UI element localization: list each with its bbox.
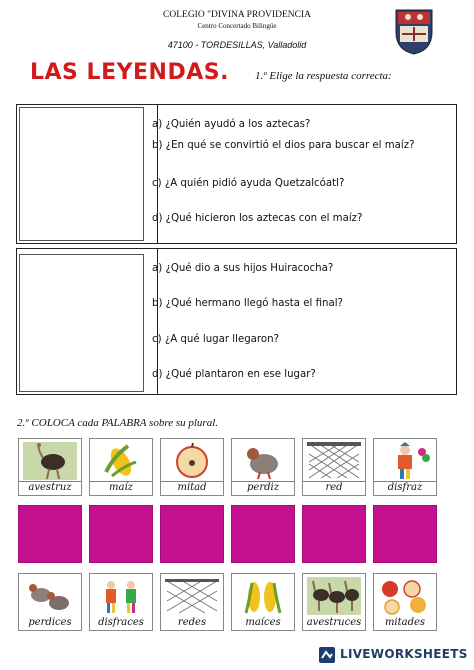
question-1d: d) ¿Qué hicieron los aztecas con el maíz?: [152, 213, 363, 224]
plural-card: [373, 573, 437, 631]
school-subtitle: Centro Concertado Bilingüe: [197, 22, 277, 30]
card-label: red: [303, 481, 365, 493]
singular-card[interactable]: [18, 438, 82, 496]
question-block-2: [16, 248, 457, 395]
costume-icon: [378, 442, 432, 480]
ostrich-icon: [23, 442, 77, 480]
school-address: 47100 - TORDESILLAS, Valladolid: [167, 40, 307, 50]
apple-half-icon: [378, 577, 432, 615]
plural-card: [231, 573, 295, 631]
card-label: redes: [177, 617, 207, 628]
plural-drop-slot[interactable]: [18, 505, 82, 563]
plural-drop-slot[interactable]: [89, 505, 153, 563]
exercise1-instruction: 1.º Elige la respuesta correcta:: [255, 70, 392, 82]
corn-icon: [94, 442, 148, 480]
card-label: maíces: [245, 617, 281, 628]
card-label: disfraz: [374, 481, 436, 493]
partridge-icon: [23, 577, 77, 615]
question-2a: a) ¿Qué dio a sus hijos Huiracocha?: [152, 263, 334, 274]
ostrich-icon: [307, 577, 361, 615]
liveworksheets-icon: [318, 646, 336, 664]
card-label: disfraces: [98, 617, 144, 628]
school-crest-icon: [392, 6, 436, 56]
plural-card: [18, 573, 82, 631]
liveworksheets-logo: [290, 644, 470, 666]
singular-card[interactable]: [89, 438, 153, 496]
plural-drop-slot[interactable]: [231, 505, 295, 563]
card-label: avestruz: [19, 481, 81, 493]
plural-drop-slot[interactable]: [160, 505, 224, 563]
plural-drop-slot[interactable]: [373, 505, 437, 563]
question-1c: c) ¿A quién pidió ayuda Quetzalcóatl?: [152, 178, 345, 189]
card-label: avestruces: [306, 617, 362, 628]
singular-card[interactable]: [302, 438, 366, 496]
card-label: maíz: [90, 481, 152, 493]
question-2b: b) ¿Qué hermano llegó hasta el final?: [152, 298, 343, 309]
card-label: perdiz: [232, 481, 294, 493]
costume-icon: [94, 577, 148, 615]
card-label: perdices: [28, 617, 72, 628]
apple-half-icon: [165, 442, 219, 480]
plural-card: [89, 573, 153, 631]
liveworksheets-brand: LIVEWORKSHEETS: [340, 647, 468, 661]
singular-card[interactable]: [373, 438, 437, 496]
singular-card[interactable]: [231, 438, 295, 496]
singular-card[interactable]: [160, 438, 224, 496]
plural-card: [160, 573, 224, 631]
answer-drop-box-2[interactable]: [19, 254, 144, 392]
exercise2-instruction: 2.º COLOCA cada PALABRA sobre su plural.: [17, 417, 219, 429]
question-block-1: [16, 104, 457, 244]
net-icon: [307, 442, 361, 480]
question-1b: b) ¿En qué se convirtió el dios para buscar el maíz?: [152, 140, 415, 151]
net-icon: [165, 577, 219, 615]
question-2c: c) ¿A qué lugar llegaron?: [152, 334, 279, 345]
answer-drop-box-1[interactable]: [19, 107, 144, 241]
corn-icon: [236, 577, 290, 615]
card-label: mitades: [384, 617, 426, 628]
question-2d: d) ¿Qué plantaron en ese lugar?: [152, 369, 316, 380]
page-title: LAS LEYENDAS.: [30, 60, 229, 85]
card-label: mitad: [161, 481, 223, 493]
question-1a: a) ¿Quién ayudó a los aztecas?: [152, 119, 311, 130]
plural-drop-slot[interactable]: [302, 505, 366, 563]
school-name: COLEGIO "DIVINA PROVIDENCIA: [163, 10, 311, 20]
partridge-icon: [236, 442, 290, 480]
plural-card: [302, 573, 366, 631]
